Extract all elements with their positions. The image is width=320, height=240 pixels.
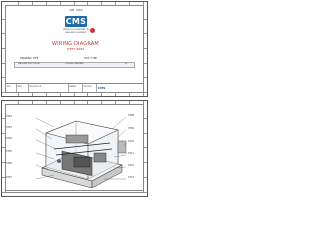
title-block-label: CHECKED [83,86,92,88]
callout-label: ST06 [6,162,12,165]
callout-label: ST10 [128,140,134,143]
diagram-sheet [1,100,148,197]
document-title: WIRING DIAGRAM [52,41,99,47]
title-block-label: DRAWN [69,86,76,88]
callout-label: ST11 [128,152,134,155]
logo-line: MACHINE EQUIPMENT [65,31,87,34]
column-header: DRAWING TYPE [20,57,39,60]
index-table-header [14,57,135,61]
table-cell: 01 [125,63,128,66]
index-table-row [14,62,135,68]
table-cell: SCHEME DIAGRAM [65,63,84,66]
logo-top-text: CMS · DOCS [69,9,83,12]
right-ruler [144,5,147,93]
title-block-label: DATE [17,86,22,88]
callout-label: ST03 [6,126,12,129]
callout-label: ST13 [128,176,134,179]
bottom-ruler [5,93,144,96]
table-cell: MACHINE ELECTRICAL [18,63,41,66]
column-header: DOC. TYPE [84,57,97,60]
title-block-label: DESCRIPTION [29,86,42,88]
document-subtitle: SHEET INDEX [66,47,85,51]
callout-label: ST09 [128,127,134,130]
callout-label: ST05 [6,150,12,153]
company-logo [57,10,95,40]
sheet-footer [6,190,143,193]
callout-label: ST12 [128,164,134,167]
certification-mark-icon [90,28,95,33]
callout-label: ST04 [6,137,12,140]
title-block-brand: CMS [98,85,106,90]
cover-sheet [1,1,148,97]
machine-isometric-drawing [14,113,137,188]
right-ruler [144,104,147,193]
logo-line: WIRING DOCUMENTATION [63,29,89,31]
brand-badge: CMS [65,17,87,26]
callout-label: ST08 [128,114,134,117]
title-block [6,83,143,92]
callout-label: ST07 [6,176,12,179]
title-block-label: REV [7,86,11,88]
callout-label: ST02 [6,115,12,118]
logo-caption [59,29,93,34]
